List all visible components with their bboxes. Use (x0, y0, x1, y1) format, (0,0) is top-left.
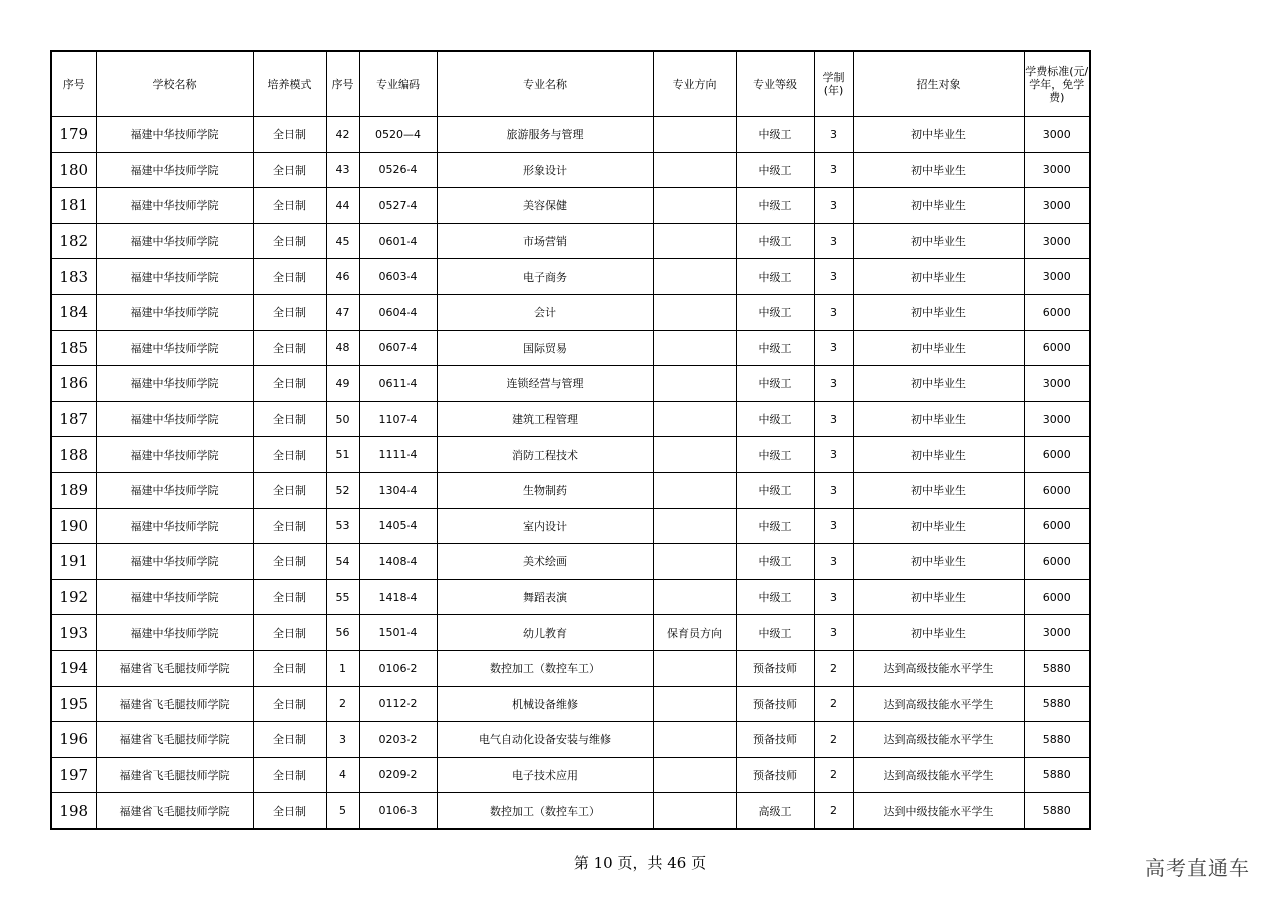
table-cell: 预备技师 (736, 650, 814, 686)
table-cell: 5880 (1024, 757, 1090, 793)
table-cell: 45 (326, 223, 359, 259)
table-cell: 舞蹈表演 (437, 579, 653, 615)
table-cell: 初中毕业生 (853, 615, 1024, 651)
table-cell: 中级工 (736, 223, 814, 259)
table-row (51, 152, 1090, 188)
table-cell: 福建中华技师学院 (96, 579, 253, 615)
table-body (51, 117, 1090, 829)
table-cell: 数控加工（数控车工） (437, 793, 653, 829)
table-cell: 3000 (1024, 152, 1090, 188)
table-cell (653, 294, 736, 330)
table-cell: 5 (326, 793, 359, 829)
table-row (51, 117, 1090, 153)
table-cell: 0112-2 (359, 686, 437, 722)
table-cell: 初中毕业生 (853, 437, 1024, 473)
table-row (51, 330, 1090, 366)
table-cell: 180 (51, 152, 96, 188)
table-cell: 198 (51, 793, 96, 829)
table-cell: 保育员方向 (653, 615, 736, 651)
table-cell: 中级工 (736, 437, 814, 473)
table-cell: 6000 (1024, 508, 1090, 544)
table-cell: 全日制 (253, 330, 326, 366)
table-cell: 184 (51, 294, 96, 330)
table-cell: 6000 (1024, 330, 1090, 366)
table-row (51, 615, 1090, 651)
table-cell: 中级工 (736, 117, 814, 153)
table-cell: 3 (326, 722, 359, 758)
table-cell: 全日制 (253, 757, 326, 793)
table-cell: 6000 (1024, 294, 1090, 330)
table-cell: 2 (814, 757, 853, 793)
table-cell: 达到高级技能水平学生 (853, 650, 1024, 686)
table-cell: 188 (51, 437, 96, 473)
table-cell (653, 508, 736, 544)
table-cell: 福建中华技师学院 (96, 472, 253, 508)
table-cell (653, 793, 736, 829)
table-cell: 全日制 (253, 259, 326, 295)
table-cell (653, 152, 736, 188)
table-cell: 全日制 (253, 579, 326, 615)
table-cell: 5880 (1024, 686, 1090, 722)
table-row (51, 472, 1090, 508)
table-cell: 3000 (1024, 188, 1090, 224)
table-cell: 191 (51, 544, 96, 580)
table-cell: 室内设计 (437, 508, 653, 544)
table-cell: 2 (814, 686, 853, 722)
table-cell: 182 (51, 223, 96, 259)
table-cell: 全日制 (253, 650, 326, 686)
table-cell: 全日制 (253, 544, 326, 580)
table-row (51, 508, 1090, 544)
table-cell (653, 544, 736, 580)
table-cell: 福建中华技师学院 (96, 366, 253, 402)
table-row (51, 544, 1090, 580)
table-cell: 生物制药 (437, 472, 653, 508)
table-cell: 54 (326, 544, 359, 580)
table-cell: 3000 (1024, 259, 1090, 295)
table-cell: 3000 (1024, 223, 1090, 259)
table-cell: 电子技术应用 (437, 757, 653, 793)
table-cell: 中级工 (736, 188, 814, 224)
table-cell: 6000 (1024, 472, 1090, 508)
header-cell: 学费标准(元/学年，免学费) (1024, 51, 1090, 117)
page-number: 第 10 页，共 46 页 (573, 854, 707, 872)
table-cell: 1107-4 (359, 401, 437, 437)
table-cell (653, 330, 736, 366)
table-cell: 中级工 (736, 401, 814, 437)
table-cell: 中级工 (736, 472, 814, 508)
header-cell: 专业编码 (359, 51, 437, 117)
table-cell: 电子商务 (437, 259, 653, 295)
table-cell: 46 (326, 259, 359, 295)
table-cell: 中级工 (736, 508, 814, 544)
table-row (51, 793, 1090, 829)
table-cell: 190 (51, 508, 96, 544)
table-cell: 全日制 (253, 401, 326, 437)
table-row (51, 579, 1090, 615)
table-cell: 197 (51, 757, 96, 793)
table-cell: 187 (51, 401, 96, 437)
table-cell: 消防工程技术 (437, 437, 653, 473)
table-cell: 福建中华技师学院 (96, 223, 253, 259)
table-cell: 全日制 (253, 722, 326, 758)
table-row (51, 366, 1090, 402)
table-row (51, 294, 1090, 330)
table-cell: 0611-4 (359, 366, 437, 402)
table-cell: 3 (814, 259, 853, 295)
table-cell: 机械设备维修 (437, 686, 653, 722)
table-cell (653, 686, 736, 722)
table-cell: 中级工 (736, 615, 814, 651)
table-cell: 福建中华技师学院 (96, 330, 253, 366)
table-cell: 福建中华技师学院 (96, 437, 253, 473)
table-cell: 43 (326, 152, 359, 188)
table-cell: 5880 (1024, 650, 1090, 686)
header-row (51, 51, 1090, 117)
table-cell: 初中毕业生 (853, 294, 1024, 330)
table-cell: 189 (51, 472, 96, 508)
table-cell: 1304-4 (359, 472, 437, 508)
table-cell: 6000 (1024, 437, 1090, 473)
table-cell: 福建中华技师学院 (96, 152, 253, 188)
table-cell: 1408-4 (359, 544, 437, 580)
table-cell: 初中毕业生 (853, 152, 1024, 188)
table-cell: 3000 (1024, 366, 1090, 402)
table-cell: 0607-4 (359, 330, 437, 366)
table-cell: 国际贸易 (437, 330, 653, 366)
table-cell (653, 472, 736, 508)
header-cell: 专业方向 (653, 51, 736, 117)
table-cell: 预备技师 (736, 757, 814, 793)
table-cell: 192 (51, 579, 96, 615)
table-cell: 预备技师 (736, 722, 814, 758)
table-cell: 电气自动化设备安装与维修 (437, 722, 653, 758)
table-cell: 185 (51, 330, 96, 366)
table-cell: 中级工 (736, 366, 814, 402)
table-cell: 0106-3 (359, 793, 437, 829)
table-row (51, 686, 1090, 722)
table-cell (653, 437, 736, 473)
table-cell (653, 259, 736, 295)
table-cell (653, 366, 736, 402)
table-cell: 福建省飞毛腿技师学院 (96, 793, 253, 829)
table-cell: 56 (326, 615, 359, 651)
table-cell: 福建中华技师学院 (96, 508, 253, 544)
table-cell: 福建省飞毛腿技师学院 (96, 757, 253, 793)
table-cell: 5880 (1024, 722, 1090, 758)
table-cell: 3 (814, 366, 853, 402)
table-cell: 高级工 (736, 793, 814, 829)
table-cell: 全日制 (253, 366, 326, 402)
table-cell: 数控加工（数控车工） (437, 650, 653, 686)
table-cell: 连锁经营与管理 (437, 366, 653, 402)
table-cell: 3 (814, 544, 853, 580)
watermark: 高考直通车 (1145, 856, 1250, 880)
enrollment-table (50, 50, 1091, 830)
table-cell: 市场营销 (437, 223, 653, 259)
table-cell: 福建中华技师学院 (96, 615, 253, 651)
table-cell: 1501-4 (359, 615, 437, 651)
table-cell (653, 757, 736, 793)
table-cell: 1418-4 (359, 579, 437, 615)
table-cell: 0106-2 (359, 650, 437, 686)
table-cell: 3 (814, 330, 853, 366)
table-cell: 美容保健 (437, 188, 653, 224)
table-cell: 全日制 (253, 615, 326, 651)
table-cell: 4 (326, 757, 359, 793)
header-cell: 培养模式 (253, 51, 326, 117)
table-cell: 1111-4 (359, 437, 437, 473)
table-row (51, 401, 1090, 437)
table-cell: 2 (814, 793, 853, 829)
table-cell: 183 (51, 259, 96, 295)
table-cell: 初中毕业生 (853, 401, 1024, 437)
table-cell: 3 (814, 437, 853, 473)
table-cell: 达到中级技能水平学生 (853, 793, 1024, 829)
table-cell: 初中毕业生 (853, 508, 1024, 544)
table-row (51, 437, 1090, 473)
table-cell: 3 (814, 117, 853, 153)
table-cell: 0203-2 (359, 722, 437, 758)
table-cell: 美术绘画 (437, 544, 653, 580)
table-cell: 55 (326, 579, 359, 615)
table-cell: 福建省飞毛腿技师学院 (96, 650, 253, 686)
table-cell: 福建省飞毛腿技师学院 (96, 722, 253, 758)
table-cell: 中级工 (736, 152, 814, 188)
table-cell: 旅游服务与管理 (437, 117, 653, 153)
table-cell: 6000 (1024, 579, 1090, 615)
table-cell: 1405-4 (359, 508, 437, 544)
table-cell: 3 (814, 294, 853, 330)
table-cell: 0603-4 (359, 259, 437, 295)
header-cell: 序号 (326, 51, 359, 117)
table-cell: 幼儿教育 (437, 615, 653, 651)
header-cell: 专业等级 (736, 51, 814, 117)
table-cell: 预备技师 (736, 686, 814, 722)
table-cell (653, 650, 736, 686)
table-cell: 初中毕业生 (853, 544, 1024, 580)
table-cell: 福建省飞毛腿技师学院 (96, 686, 253, 722)
table-cell: 达到高级技能水平学生 (853, 722, 1024, 758)
table-cell: 0527-4 (359, 188, 437, 224)
table-cell (653, 117, 736, 153)
table-cell: 全日制 (253, 152, 326, 188)
table-cell: 初中毕业生 (853, 188, 1024, 224)
table-cell: 福建中华技师学院 (96, 401, 253, 437)
table-cell: 初中毕业生 (853, 223, 1024, 259)
table-cell: 2 (326, 686, 359, 722)
table-cell: 全日制 (253, 686, 326, 722)
table-cell (653, 188, 736, 224)
table-cell: 51 (326, 437, 359, 473)
table-cell: 福建中华技师学院 (96, 188, 253, 224)
table-cell: 中级工 (736, 544, 814, 580)
table-cell: 形象设计 (437, 152, 653, 188)
table-cell: 3 (814, 472, 853, 508)
table-cell: 50 (326, 401, 359, 437)
header-cell: 序号 (51, 51, 96, 117)
table-cell: 全日制 (253, 508, 326, 544)
table-cell: 0601-4 (359, 223, 437, 259)
table-cell: 达到高级技能水平学生 (853, 686, 1024, 722)
table-cell: 中级工 (736, 294, 814, 330)
table-cell: 3000 (1024, 615, 1090, 651)
table-cell: 0520—4 (359, 117, 437, 153)
table-cell: 全日制 (253, 472, 326, 508)
table-cell: 福建中华技师学院 (96, 259, 253, 295)
table-cell: 3000 (1024, 401, 1090, 437)
table-cell: 3 (814, 508, 853, 544)
table-cell: 181 (51, 188, 96, 224)
table-cell: 初中毕业生 (853, 259, 1024, 295)
table-cell: 全日制 (253, 188, 326, 224)
table-cell: 3 (814, 152, 853, 188)
table-cell: 196 (51, 722, 96, 758)
header-cell: 招生对象 (853, 51, 1024, 117)
table-cell: 5880 (1024, 793, 1090, 829)
header-cell: 学制(年) (814, 51, 853, 117)
table-cell: 初中毕业生 (853, 330, 1024, 366)
table-cell: 3 (814, 188, 853, 224)
table-cell: 全日制 (253, 793, 326, 829)
header-cell: 专业名称 (437, 51, 653, 117)
table-cell (653, 401, 736, 437)
table-cell: 48 (326, 330, 359, 366)
table-row (51, 722, 1090, 758)
table-cell: 52 (326, 472, 359, 508)
table-cell: 193 (51, 615, 96, 651)
table-cell: 53 (326, 508, 359, 544)
table-cell: 初中毕业生 (853, 472, 1024, 508)
table-cell: 0526-4 (359, 152, 437, 188)
table-cell: 6000 (1024, 544, 1090, 580)
table-row (51, 259, 1090, 295)
table-cell: 初中毕业生 (853, 117, 1024, 153)
table-cell (653, 223, 736, 259)
table-cell: 中级工 (736, 259, 814, 295)
table-cell: 194 (51, 650, 96, 686)
table-row (51, 188, 1090, 224)
table-cell: 3 (814, 615, 853, 651)
table-cell: 全日制 (253, 294, 326, 330)
table-cell: 3 (814, 223, 853, 259)
table-cell: 达到高级技能水平学生 (853, 757, 1024, 793)
table-cell: 179 (51, 117, 96, 153)
table-cell: 中级工 (736, 330, 814, 366)
table-cell: 0604-4 (359, 294, 437, 330)
table-cell: 福建中华技师学院 (96, 294, 253, 330)
table-cell: 2 (814, 650, 853, 686)
table-cell: 195 (51, 686, 96, 722)
table-cell: 全日制 (253, 437, 326, 473)
table-row (51, 650, 1090, 686)
table-cell: 初中毕业生 (853, 366, 1024, 402)
table-cell: 186 (51, 366, 96, 402)
table-cell: 中级工 (736, 579, 814, 615)
table-cell: 3 (814, 401, 853, 437)
table-cell: 3000 (1024, 117, 1090, 153)
table-cell: 3 (814, 579, 853, 615)
table-cell: 全日制 (253, 223, 326, 259)
table-cell: 福建中华技师学院 (96, 544, 253, 580)
table-cell: 49 (326, 366, 359, 402)
table-cell: 44 (326, 188, 359, 224)
table-cell: 会计 (437, 294, 653, 330)
table-cell: 福建中华技师学院 (96, 117, 253, 153)
header-cell: 学校名称 (96, 51, 253, 117)
table-cell: 47 (326, 294, 359, 330)
table-cell: 1 (326, 650, 359, 686)
table-row (51, 223, 1090, 259)
table-cell: 初中毕业生 (853, 579, 1024, 615)
table-row (51, 757, 1090, 793)
table-cell: 0209-2 (359, 757, 437, 793)
table-cell (653, 722, 736, 758)
table-cell: 建筑工程管理 (437, 401, 653, 437)
table-cell (653, 579, 736, 615)
table-cell: 42 (326, 117, 359, 153)
table-cell: 2 (814, 722, 853, 758)
table-cell: 全日制 (253, 117, 326, 153)
